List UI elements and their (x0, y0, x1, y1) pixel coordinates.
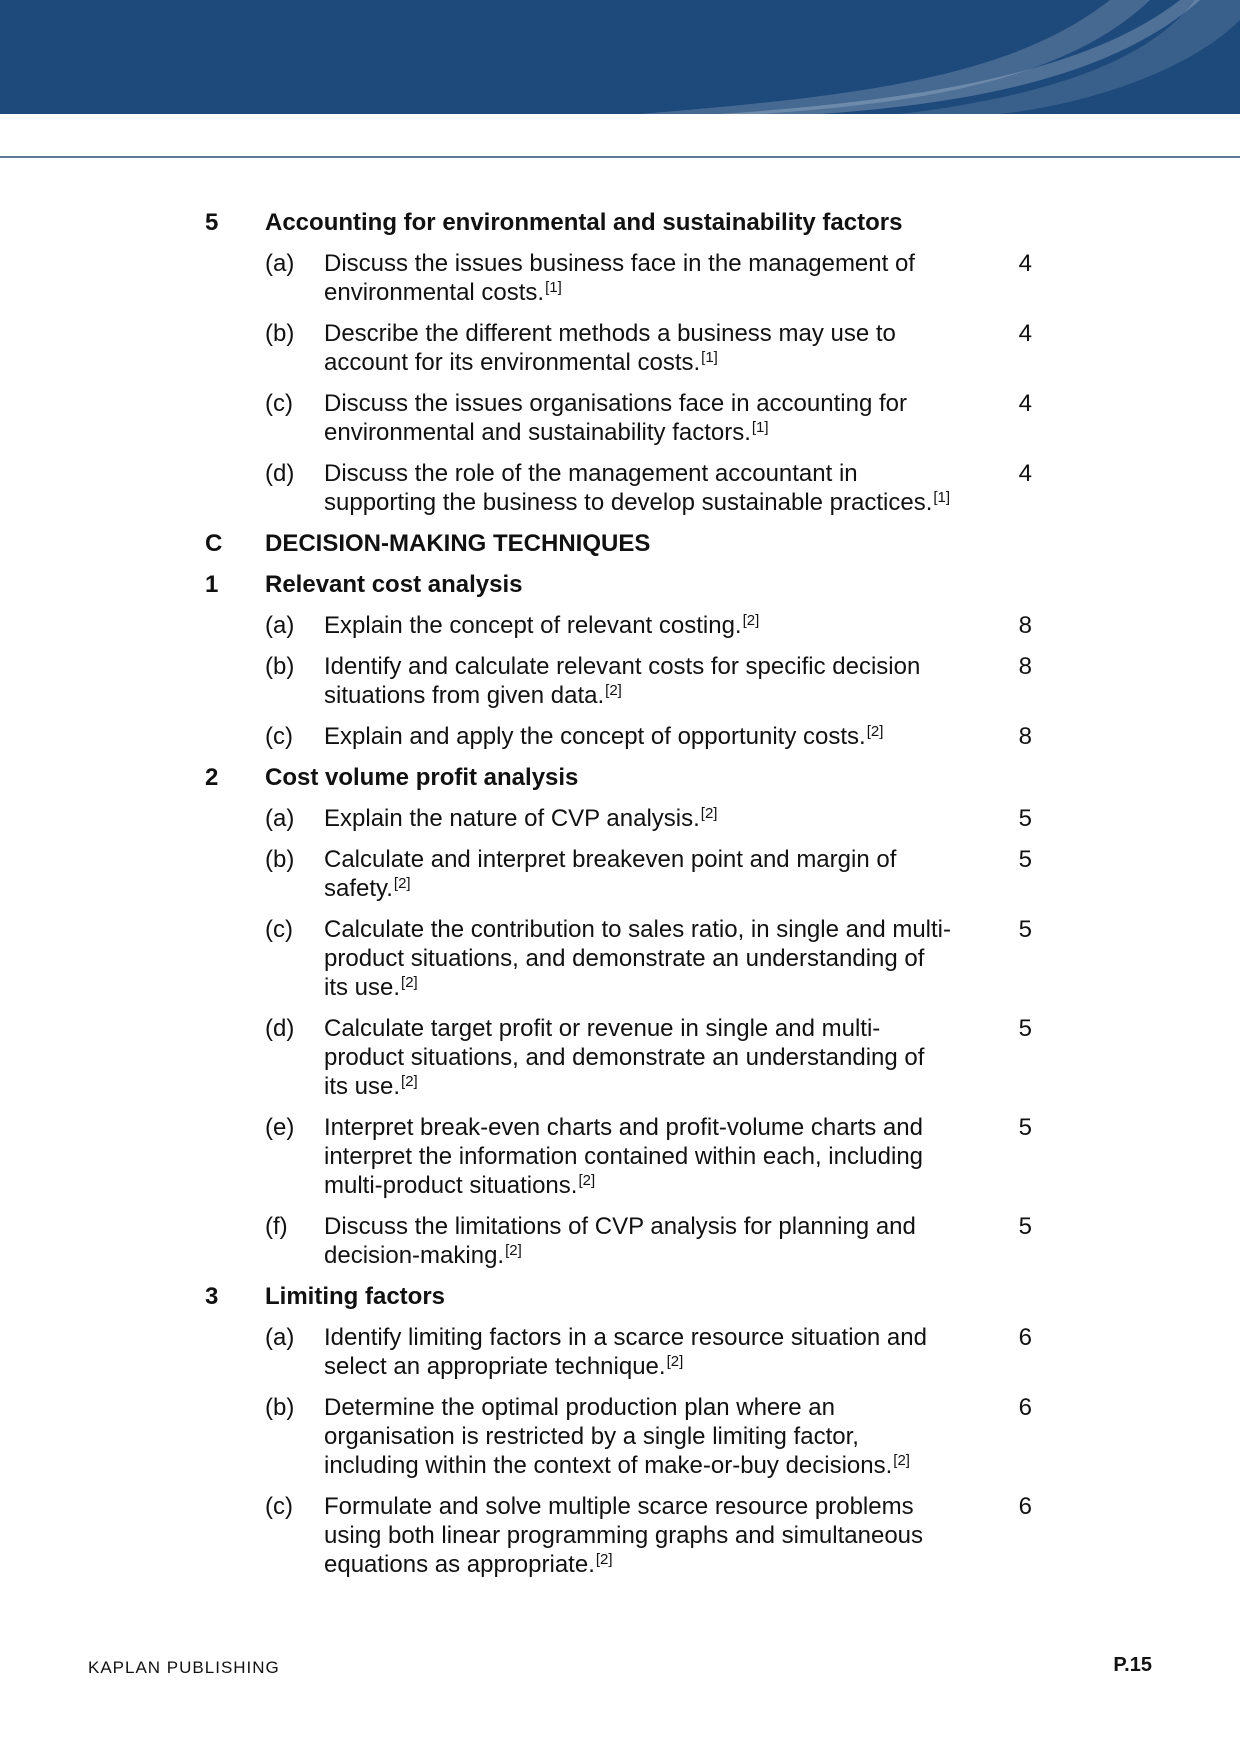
item-letter: (a) (265, 250, 295, 277)
item-level: 8 (1018, 723, 1032, 750)
section-title: DECISION-MAKING TECHNIQUES (265, 530, 651, 557)
item-letter: (e) (265, 1114, 295, 1141)
section-heading (205, 570, 1040, 599)
item-reference: [2] (866, 723, 884, 740)
item-text (324, 459, 954, 517)
section-title: Relevant cost analysis (265, 571, 523, 598)
section-heading (205, 529, 1040, 558)
section-heading (205, 208, 1040, 237)
syllabus-item (205, 1492, 1040, 1579)
footer-publisher: KAPLAN PUBLISHING (88, 1658, 280, 1677)
item-letter: (a) (265, 612, 295, 639)
syllabus-item (205, 804, 1040, 833)
header-banner (0, 0, 1240, 114)
syllabus-content (205, 208, 1040, 1591)
item-reference: [1] (933, 489, 951, 506)
item-reference: [2] (401, 1073, 418, 1090)
item-text (324, 722, 954, 751)
item-reference: [2] (893, 1452, 910, 1469)
item-letter: (d) (265, 1015, 295, 1042)
item-level: 4 (1018, 250, 1032, 277)
item-text (324, 845, 954, 903)
item-text (324, 1393, 954, 1480)
syllabus-item (205, 915, 1040, 1002)
item-reference: [1] (701, 349, 718, 366)
syllabus-item (205, 1212, 1040, 1270)
item-level: 6 (1018, 1394, 1032, 1421)
item-text (324, 249, 954, 307)
item-description: Formulate and solve multiple scarce resource problems using both linear programming graphs and simultaneous equations as appropriate. (324, 1493, 924, 1578)
item-letter: (b) (265, 320, 295, 347)
item-reference: [2] (742, 612, 760, 629)
item-level: 4 (1018, 460, 1032, 487)
item-text (324, 804, 954, 833)
item-level: 5 (1018, 805, 1032, 832)
item-reference: [2] (401, 974, 418, 991)
item-reference: [2] (578, 1172, 596, 1189)
item-text (324, 319, 954, 377)
item-description: Calculate the contribution to sales ratio, in single and multi-product situations, and demonstrate an understanding of its use. (324, 916, 951, 1001)
item-level: 6 (1018, 1324, 1032, 1351)
item-description: Interpret break-even charts and profit-volume charts and interpret the information contained within each, including multi-product situations. (324, 1114, 924, 1199)
syllabus-item (205, 389, 1040, 447)
item-text (324, 915, 954, 1002)
item-reference: [1] (751, 419, 769, 436)
item-reference: [2] (393, 875, 411, 892)
item-letter: (b) (265, 653, 295, 680)
item-letter: (a) (265, 1324, 295, 1351)
item-letter: (f) (265, 1213, 288, 1240)
item-description: Calculate target profit or revenue in single and multi-product situations, and demonstrate an understanding of its use. (324, 1015, 925, 1100)
item-text (324, 1014, 954, 1101)
section-number: 1 (205, 571, 219, 598)
item-description: Explain the concept of relevant costing. (324, 612, 742, 639)
syllabus-item (205, 1113, 1040, 1200)
footer-page-number: P.15 (1113, 1654, 1152, 1676)
item-level: 5 (1018, 916, 1032, 943)
section-title: Accounting for environmental and sustainability factors (265, 209, 903, 236)
item-reference: [2] (666, 1353, 684, 1370)
item-text (324, 1212, 954, 1270)
syllabus-item (205, 652, 1040, 710)
section-number: 5 (205, 209, 219, 236)
syllabus-item (205, 1323, 1040, 1381)
item-description: Calculate and interpret breakeven point and margin of safety. (324, 846, 897, 902)
item-letter: (b) (265, 1394, 295, 1421)
section-heading (205, 1282, 1040, 1311)
item-description: Discuss the limitations of CVP analysis for planning and decision-making. (324, 1213, 916, 1269)
item-letter: (c) (265, 723, 293, 750)
item-letter: (a) (265, 805, 295, 832)
section-number: C (205, 530, 223, 557)
item-reference: [2] (605, 682, 622, 699)
item-description: Discuss the issues organisations face in accounting for environmental and sustainability factors. (324, 390, 907, 446)
item-level: 8 (1018, 653, 1032, 680)
banner-swoosh-graphic (0, 0, 1240, 114)
item-description: Identify limiting factors in a scarce resource situation and select an appropriate technique. (324, 1324, 927, 1380)
item-letter: (c) (265, 916, 293, 943)
item-level: 5 (1018, 1015, 1032, 1042)
item-level: 8 (1018, 612, 1032, 639)
syllabus-item (205, 1393, 1040, 1480)
item-level: 5 (1018, 1213, 1032, 1240)
section-title: Limiting factors (265, 1283, 446, 1310)
syllabus-item (205, 611, 1040, 640)
item-level: 4 (1018, 320, 1032, 347)
item-reference: [2] (700, 805, 718, 822)
item-description: Discuss the issues business face in the management of environmental costs. (324, 250, 915, 306)
syllabus-item (205, 845, 1040, 903)
item-level: 5 (1018, 846, 1032, 873)
syllabus-item (205, 249, 1040, 307)
item-text (324, 1113, 954, 1200)
item-level: 6 (1018, 1493, 1032, 1520)
item-text (324, 611, 954, 640)
syllabus-item (205, 1014, 1040, 1101)
item-text (324, 652, 954, 710)
section-number: 3 (205, 1283, 219, 1310)
item-description: Explain the nature of CVP analysis. (324, 805, 700, 832)
item-letter: (d) (265, 460, 295, 487)
item-level: 4 (1018, 390, 1032, 417)
item-letter: (b) (265, 846, 295, 873)
section-heading (205, 763, 1040, 792)
item-description: Explain and apply the concept of opportunity costs. (324, 723, 866, 750)
item-text (324, 1492, 954, 1579)
item-reference: [1] (545, 279, 562, 296)
item-text (324, 389, 954, 447)
header-rule (0, 156, 1240, 158)
section-title: Cost volume profit analysis (265, 764, 579, 791)
syllabus-item (205, 459, 1040, 517)
syllabus-item (205, 722, 1040, 751)
syllabus-item (205, 319, 1040, 377)
section-number: 2 (205, 764, 219, 791)
item-description: Determine the optimal production plan where an organisation is restricted by a single limiting factor, including within the context of make-or-buy decisions. (324, 1394, 893, 1479)
item-description: Discuss the role of the management accountant in supporting the business to develop sustainable practices. (324, 460, 933, 516)
item-level: 5 (1018, 1114, 1032, 1141)
item-description: Identify and calculate relevant costs for specific decision situations from given data. (324, 653, 921, 709)
item-letter: (c) (265, 1493, 293, 1520)
item-letter: (c) (265, 390, 293, 417)
item-reference: [2] (595, 1551, 613, 1568)
item-text (324, 1323, 954, 1381)
item-description: Describe the different methods a business may use to account for its environmental costs. (324, 320, 896, 376)
item-reference: [2] (505, 1242, 522, 1259)
